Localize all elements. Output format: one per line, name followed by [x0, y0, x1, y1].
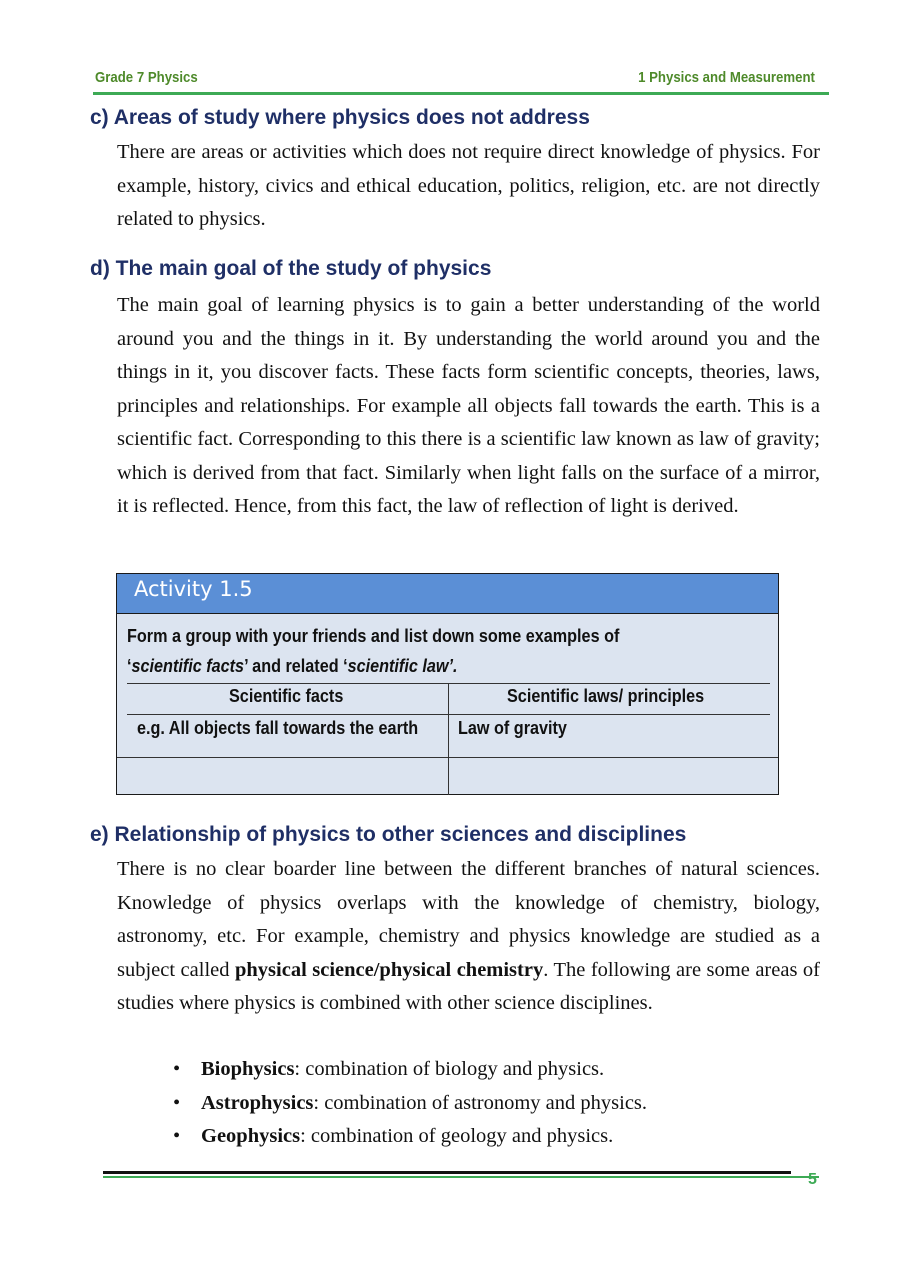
header-grade: Grade 7 Physics: [95, 69, 198, 86]
list-item-term: Biophysics: [201, 1058, 295, 1080]
activity-title-bar: [117, 574, 778, 614]
activity-instruction: [127, 621, 667, 681]
table-divider: [448, 683, 449, 795]
section-e-paragraph: [117, 853, 820, 1021]
table-header-facts: Scientific facts: [229, 686, 344, 706]
section-d-paragraph: The main goal of learning physics is to gain a better understanding of the world around you and the things in it. By understanding the world around you and the things in it, you discover facts. These facts form scientific concepts, theories, laws, principles and relationships. For example all objects fall towards the earth. This is a scientific fact. Corresponding to this there is a scientific law known as law of gravity; which is derived from that fact. Similarly when light falls on the surface of a mirror, it is reflected. Hence, from this fact, the law of reflection of light is derived.: [117, 294, 820, 517]
list-item-term: Geophysics: [201, 1125, 301, 1147]
table-cell-law-example: Law of gravity: [458, 718, 567, 738]
disciplines-list: [173, 1053, 647, 1154]
page-header: [93, 66, 829, 95]
section-e-text-a: There is no clear boarder line between the different branches of natural sciences. Knowledge of physics overlaps with the knowledge of chemistry, biology, astronomy, etc. For example, chemistry and physics knowledge are studied as a subject called: [117, 858, 820, 981]
header-chapter: 1 Physics and Measurement: [638, 69, 815, 86]
bullet-icon: •: [173, 1058, 181, 1080]
section-e-heading: e) Relationship of physics to other sciences and disciplines: [90, 823, 687, 846]
page-number: 5: [808, 1171, 817, 1188]
section-e-bold-term: physical science/physical chemistry: [235, 958, 544, 981]
activity-title: Activity 1.5: [134, 577, 253, 601]
instruction-text-a: Form a group with your friends and list down some examples of ‘: [127, 626, 620, 676]
section-c-heading: c) Areas of study where physics does not address: [90, 106, 590, 129]
section-d-heading: d) The main goal of the study of physics: [90, 257, 492, 280]
list-item: [173, 1087, 647, 1121]
section-c-paragraph: There are areas or activities which does not require direct knowledge of physics. For example, history, civics and ethical education, politics, religion, etc. are not directly related to physics.: [117, 141, 820, 230]
list-item-desc: : combination of geology and physics.: [300, 1125, 614, 1147]
list-item: [173, 1120, 647, 1154]
activity-box: [116, 573, 779, 795]
instruction-em-facts: scientific facts: [131, 656, 245, 676]
footer-rule-dark: [103, 1171, 791, 1174]
instruction-em-law: scientific law’.: [347, 656, 458, 676]
table-cell-fact-example: e.g. All objects fall towards the earth: [137, 718, 419, 738]
list-item-desc: : combination of biology and physics.: [294, 1058, 605, 1080]
list-item-term: Astrophysics: [201, 1091, 314, 1114]
list-item: [173, 1053, 647, 1087]
instruction-text-c: ’ and related ‘: [244, 656, 348, 676]
list-item-desc: : combination of astronomy and physics.: [313, 1091, 648, 1114]
footer-rule-green: [103, 1176, 819, 1178]
section-e-text-b: . The following are some areas of studies where physics is combined with other science disciplines.: [117, 958, 820, 1014]
bullet-icon: •: [173, 1091, 181, 1114]
bullet-icon: •: [173, 1125, 181, 1147]
table-header-laws: Scientific laws/ principles: [507, 686, 705, 706]
